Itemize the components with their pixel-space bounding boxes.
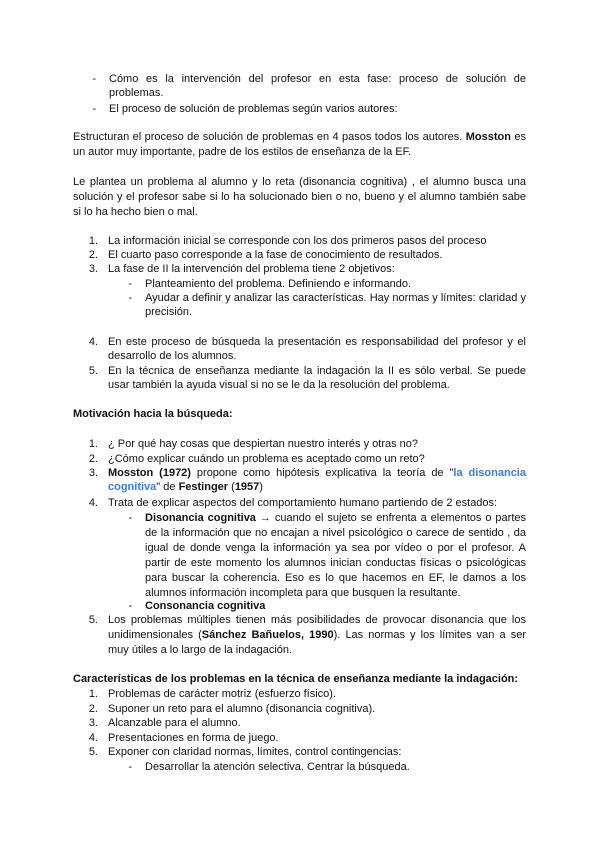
document-page: - Cómo es la intervención del profesor en esta fase: proceso de solución de problemas. - El proceso de solución de problemas según varios autores: Estructuran el proceso de solución de problemas en 4 pasos todos los autores. Mosston es un autor muy importante, padre de los estilos de enseñanza de la EF. Le plantea un problema al alumno y lo reta (disonancia cognitiva) , el alumno busca una solución y el profesor sabe si lo ha solucionado bien o no, bueno y el alumno también sabe si lo ha hecho bien o mal. 1. La información inicial se corresponde con los dos primeros pasos del proceso 2. El cuarto paso corresponde a la fase de conocimiento de resultados. 3. La fase de II la intervención del problema tiene 2 objetivos: - Planteamiento del problema. Definiendo e informando. - Ayudar a definir y analizar las características. Hay normas y límites: claridad y precisión. 4. En este proceso de búsqueda la presentación es responsabilidad del profesor y el desarrollo de los alumnos. 5. En la técnica de enseñanza mediante la indagación la II es sólo verbal. Se puede usar también la ayuda visual si no se le da la resolución del problema. Motivación hacia la búsqueda: 1. ¿ Por qué hay cosas que despiertan nuestro interés y otras no? 2. ¿Cómo explicar cuándo un problema es aceptado como un reto? 3. Mosston (1972) propone como hipótesis explicativa la teoría de "la disonancia cognitiva" de Festinger (1957) 4. Trata de explicar aspectos del comportamiento humano partiendo de 2 estados: - Disonancia cognitiva → cuando el sujeto se enfrenta a elementos o partes de la información que no encajan a nivel psicológico o carece de sentido , da igual de donde venga la información ya sea por vídeo o por el profesor. A partir de este momento los alumnos inician conductas físicas o psicológicas para buscar la coherencia. Eso es lo que hacemos en EF, le damos a los alumnos información incompleta para que busquen la resultante. - Consonancia cognitiva 5. Los problemas múltiples tienen más posibilidades de provocar disonancia que los unidimensionales (Sánchez Bañuelos, 1990). Las normas y los límites van a ser muy útiles a lo largo de la indagación. Características de los problemas en la técnica de enseñanza mediante la indagación: 1. Problemas de carácter motriz (esfuerzo físico). 2. Suponer un reto para el alumno (disonancia cognitiva). 3. Alcanzable para el alumno. 4. Presentaciones en forma de juego. 5. Exponer con claridad normas, límites, control contingencias: - Desarrollar la atención selectiva. Centrar la búsqueda. [73, 73, 527, 773]
section-heading: Características de los problemas en la técnica de enseñanza mediante la indagación: [73, 673, 519, 685]
paragraph: Estructuran el proceso de solución de problemas en 4 pasos todos los autores. Mosston es un autor muy importante, padre de los estilos de enseñanza de la EF. [73, 131, 526, 158]
paragraph: Le plantea un problema al alumno y lo reta (disonancia cognitiva) , el alumno busca una solución y el profesor sabe si lo ha solucionado bien o no, bueno y el alumno también sabe si lo ha hecho bien o mal. [73, 176, 526, 218]
disonancia-link[interactable]: la disonancia cognitiva [108, 467, 526, 493]
section-heading: Motivación hacia la búsqueda: [73, 408, 233, 420]
